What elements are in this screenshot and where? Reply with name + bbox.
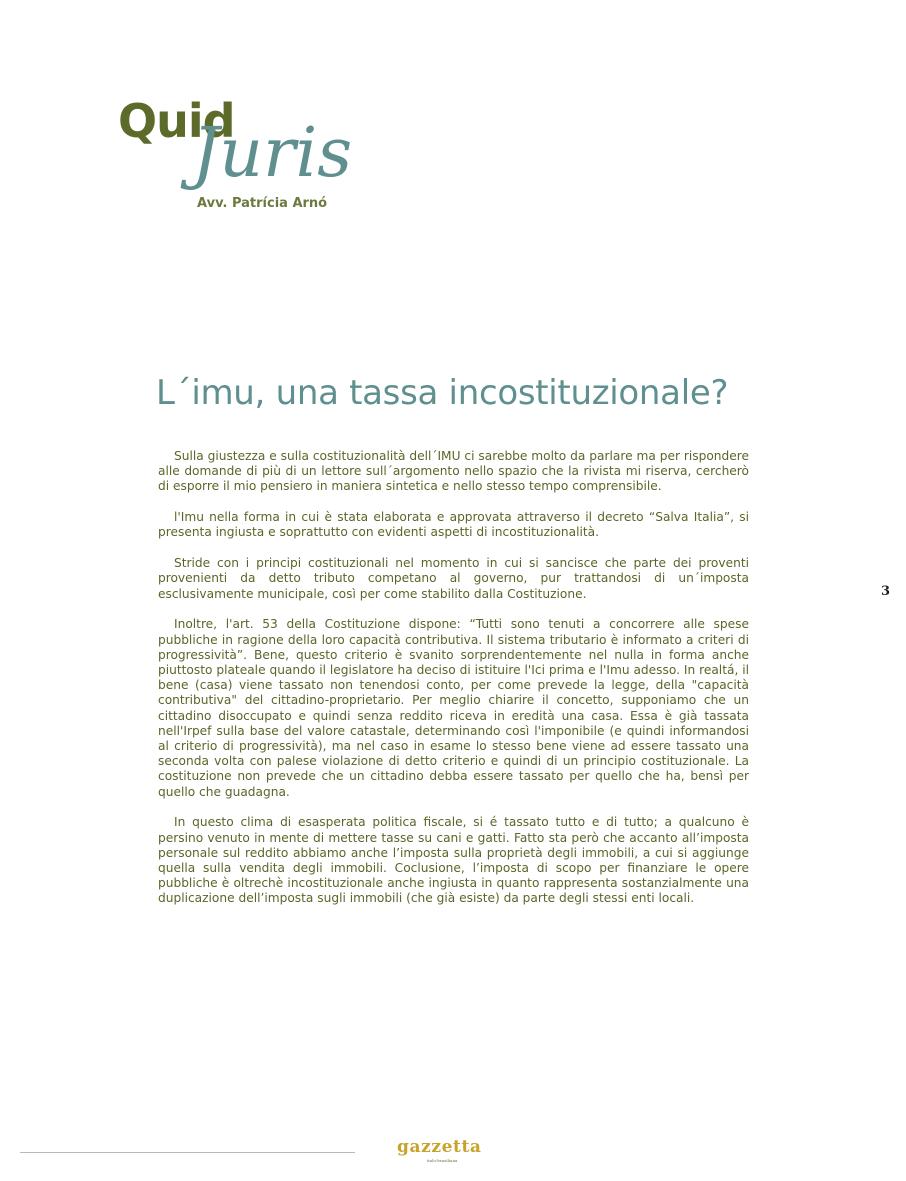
author-byline: Avv. Patrícia Arnó	[197, 196, 328, 211]
footer-divider	[20, 1152, 355, 1153]
article-paragraph: l'Imu nella forma in cui è stata elaborata e approvata attraverso il decreto “Salva Italia”, si presenta ingiusta e soprattutto con evidenti aspetti di incostituzionalità.	[158, 510, 749, 540]
article-body	[158, 449, 749, 922]
column-logo-juris: Juris	[192, 114, 353, 193]
article-paragraph: Stride con i principi costituzionali nel momento in cui si sancisce che parte dei proventi provenienti da detto tributo competano al governo, pur trattandosi di un´imposta esclusivamente municipale, così per come stabilito dalla Costituzione.	[158, 556, 749, 601]
article-paragraph: In questo clima di esasperata politica fiscale, si é tassato tutto e di tutto; a qualcuno è persino venuto in mente di mettere tasse su cani e gatti. Fatto sta però che accanto all’imposta personale sul reddito abbiamo anche l’imposta sulla proprietà degli immobili, a cui si aggiunge quella sulla vendita degli immobili. Coclusione, l’imposta di scopo per finanziare le opere pubbliche è oltrechè incostituzionale anche ingiusta in quanto rappresenta sostanzialmente una duplicazione dell’imposta sugli immobili (che già esiste) da parte degli stessi enti locali.	[158, 815, 749, 906]
article-paragraph: Sulla giustezza e sulla costituzionalità dell´IMU ci sarebbe molto da parlare ma per rispondere alle domande di più di un lettore sull´argomento nello spazio che la rivista mi riserva, cercherò di esporre il mio pensiero in maniera sintetica e nello stesso tempo comprensibile.	[158, 449, 749, 494]
article-title: L´imu, una tassa incostituzionale?	[156, 373, 729, 413]
article-paragraph: Inoltre, l'art. 53 della Costituzione dispone: “Tutti sono tenuti a concorrere alle spese pubbliche in ragione della loro capacità contributiva. Il sistema tributario è informato a criteri di progressività”. Bene, questo criterio è svanito sorprendentemente nel nulla in forma anche piuttosto plateale quando il legislatore ha deciso di istituire l'Ici prima e l'Imu adesso. In realtá, il bene (casa) viene tassato non tenendosi conto, per come prevede la legge, della "capacità contributiva" del cittadino-proprietario. Per meglio chiarire il concetto, supponiamo che un cittadino disoccupato e quindi senza reddito riceva in eredità una casa. Essa è già tassata nell'Irpef sulla base del valore catastale, determinando così l'imponibile (e quindi informandosi al criterio di progressività), ma nel caso in esame lo stesso bene viene ad essere tassato una seconda volta con palese violazione di detto criterio e quindi di un principio costituzionale. La costituzione non prevede che un cittadino debba essere tassato per quello che ha, bensì per quello che guadagna.	[158, 617, 749, 799]
column-logo-quid: Quid	[118, 94, 235, 148]
gazzetta-logo-text: gazzetta	[397, 1137, 482, 1157]
page-number: 3	[881, 584, 891, 599]
gazzetta-logo-subtext: italo-brasiliana	[427, 1158, 458, 1163]
gazzetta-logo	[397, 1138, 512, 1168]
column-masthead	[0, 0, 906, 240]
